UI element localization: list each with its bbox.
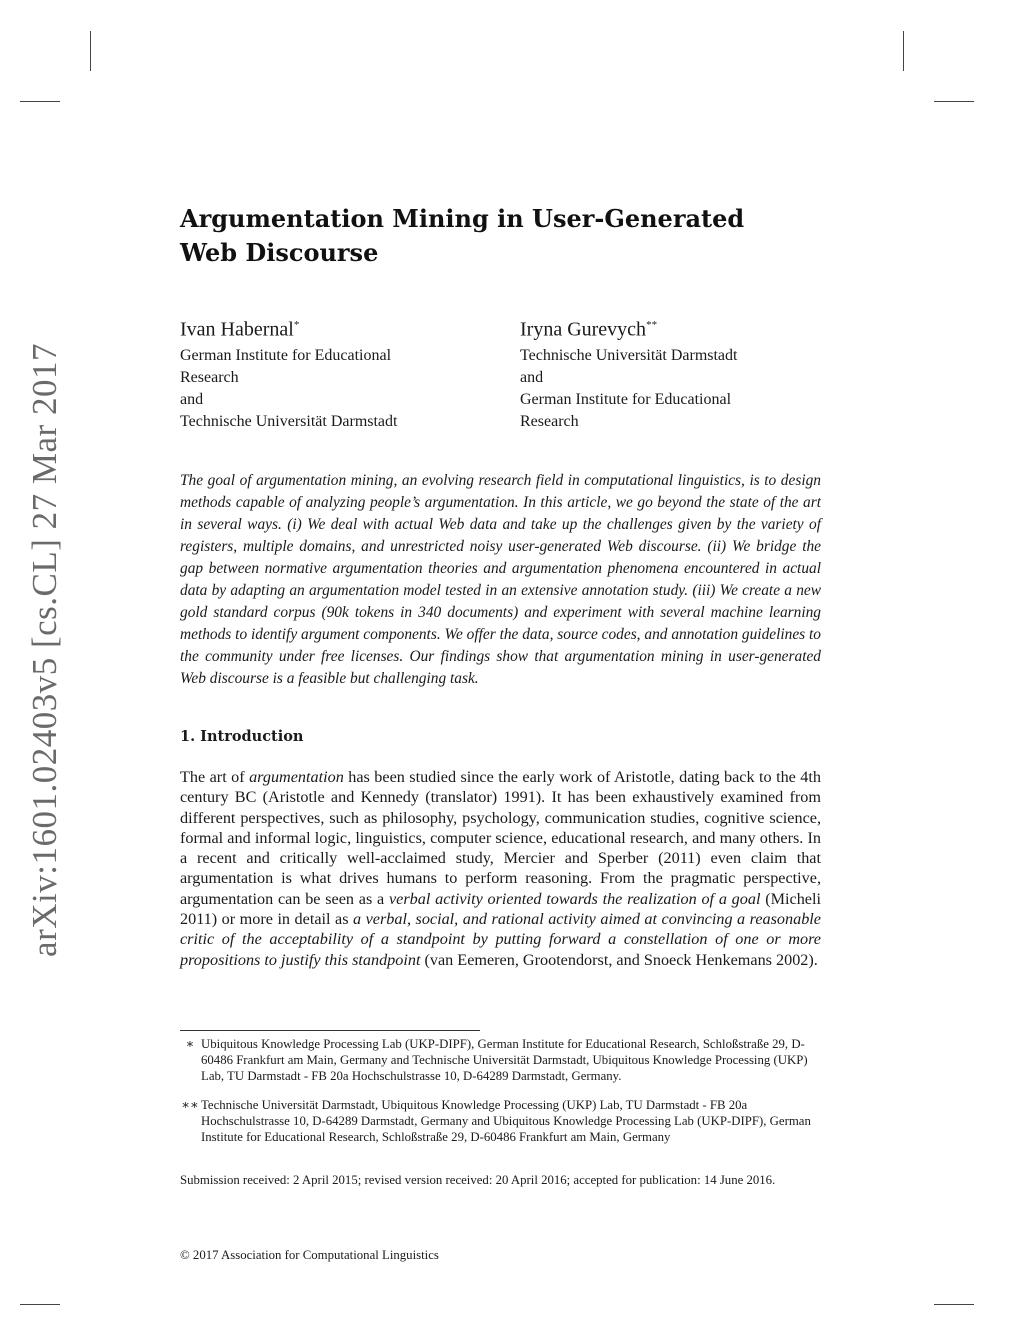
footnote-text: Technische Universität Darmstadt, Ubiquitous Knowledge Processing (UKP) Lab, TU Darmstadt - FB 20a Hochschulstrasse 10, D-64289 Darmstadt, Germany and Ubiquitous Knowledge Processing Lab (UKP-DIPF), German Institute for Educational Research, Schloßstraße 29, D-60486 Frankfurt am Main, Germany [201,1098,811,1144]
paper-title [180,202,800,270]
arxiv-stamp [20,343,70,957]
footnote-mark: ∗ [185,1037,195,1051]
abstract: The goal of argumentation mining, an evolving research field in computational linguistics, is to design methods capable of analyzing people’s argumentation. In this article, we go beyond the state of the art in several ways. (i) We deal with actual Web data and take up the challenges given by the variety of registers, multiple domains, and unrestricted noisy user-generated Web discourse. (ii) We bridge the gap between normative argumentation theories and argumentation phenomena encountered in actual data by adapting an argumentation model tested in an extensive annotation study. (iii) We create a new gold standard corpus (90k tokens in 340 documents) and experiment with several machine learning methods to identify argument components. We offer the data, source codes, and annotation guidelines to the community under free licenses. Our findings show that argumentation mining in user-generated Web discourse is a feasible but challenging task. [180,472,821,687]
copyright-notice: © 2017 Association for Computational Linguistics [180,1248,439,1262]
crop-mark-top-right-h [934,101,974,102]
author-footnote-mark: * [293,319,300,331]
introduction-paragraph: The art of argumentation has been studied since the early work of Aristotle, dating back to the 4th century BC (Aristotle and Kennedy (translator) 1991). It has been exhaustively examined from different perspectives, such as philosophy, psychology, communication studies, cognitive science, formal and informal logic, linguistics, computer science, educational research, and many others. In a recent and critically well-acclaimed study, Mercier and Sperber (2011) even claim that argumentation is what drives humans to perform reasoning. From the pragmatic perspective, argumentation can be seen as a verbal activity oriented towards the realization of a goal (Micheli 2011) or more in detail as a verbal, social, and rational activity aimed at convincing a reasonable critic of the acceptability of a standpoint by putting forward a constellation of one or more propositions to justify this standpoint (van Eemeren, Grootendorst, and Snoeck Henkemans 2002). [180,768,821,969]
author-affiliation-line: and [520,368,544,386]
author-footnote-mark: ** [646,319,658,331]
author-affiliation-line: Technische Universität Darmstadt [180,412,398,430]
author-name: Iryna Gurevych** [520,318,658,341]
author-affiliation-line: German Institute for Educational [180,346,392,364]
crop-mark-bottom-left-h [20,1304,60,1305]
emphasis-argumentation: argumentation [249,768,344,786]
submission-dates: Submission received: 2 April 2015; revised version received: 20 April 2016; accepted for publication: 14 June 2016. [180,1173,776,1187]
footnote-text: Ubiquitous Knowledge Processing Lab (UKP-DIPF), German Institute for Educational Research, Schloßstraße 29, D-60486 Frankfurt am Main, Germany and Technische Universität Darmstadt, Ubiquitous Knowledge Processing (UKP) Lab, TU Darmstadt - FB 20a Hochschulstrasse 10, D-64289 Darmstadt, Germany. [201,1037,808,1083]
author-affiliation-line: Research [520,412,579,430]
author-block-1 [180,312,500,433]
title-line-1: Argumentation Mining in User-Generated [180,204,745,233]
author-block-2 [520,312,840,433]
footnote-2 [180,1097,821,1145]
crop-mark-top-right [903,31,904,71]
footnote-mark: ∗∗ [181,1098,199,1112]
author-affiliation-line: Research [180,368,239,386]
arxiv-stamp-text: arXiv:1601.02403v5 [cs.CL] 27 Mar 2017 [25,343,65,957]
emphasis-definition: a verbal, social, and rational activity aimed at convincing a reasonable critic of the acceptability of a standpoint by putting forward a constellation of one or more propositions to justify this standpoint [180,910,821,969]
crop-mark-top-left [90,31,91,71]
section-heading-introduction: 1. Introduction [180,728,304,745]
author-affiliation-line: and [180,390,204,408]
crop-mark-bottom-right-h [934,1304,974,1305]
title-line-2: Web Discourse [180,238,379,267]
author-affiliation-line: Technische Universität Darmstadt [520,346,738,364]
author-affiliation-line: German Institute for Educational [520,390,732,408]
emphasis-verbal-activity: verbal activity oriented towards the realization of a goal [389,889,761,908]
crop-mark-top-left-h [20,101,60,102]
author-name: Ivan Habernal* [180,318,300,341]
footnote-rule [180,1030,480,1031]
footnote-1 [180,1036,821,1084]
